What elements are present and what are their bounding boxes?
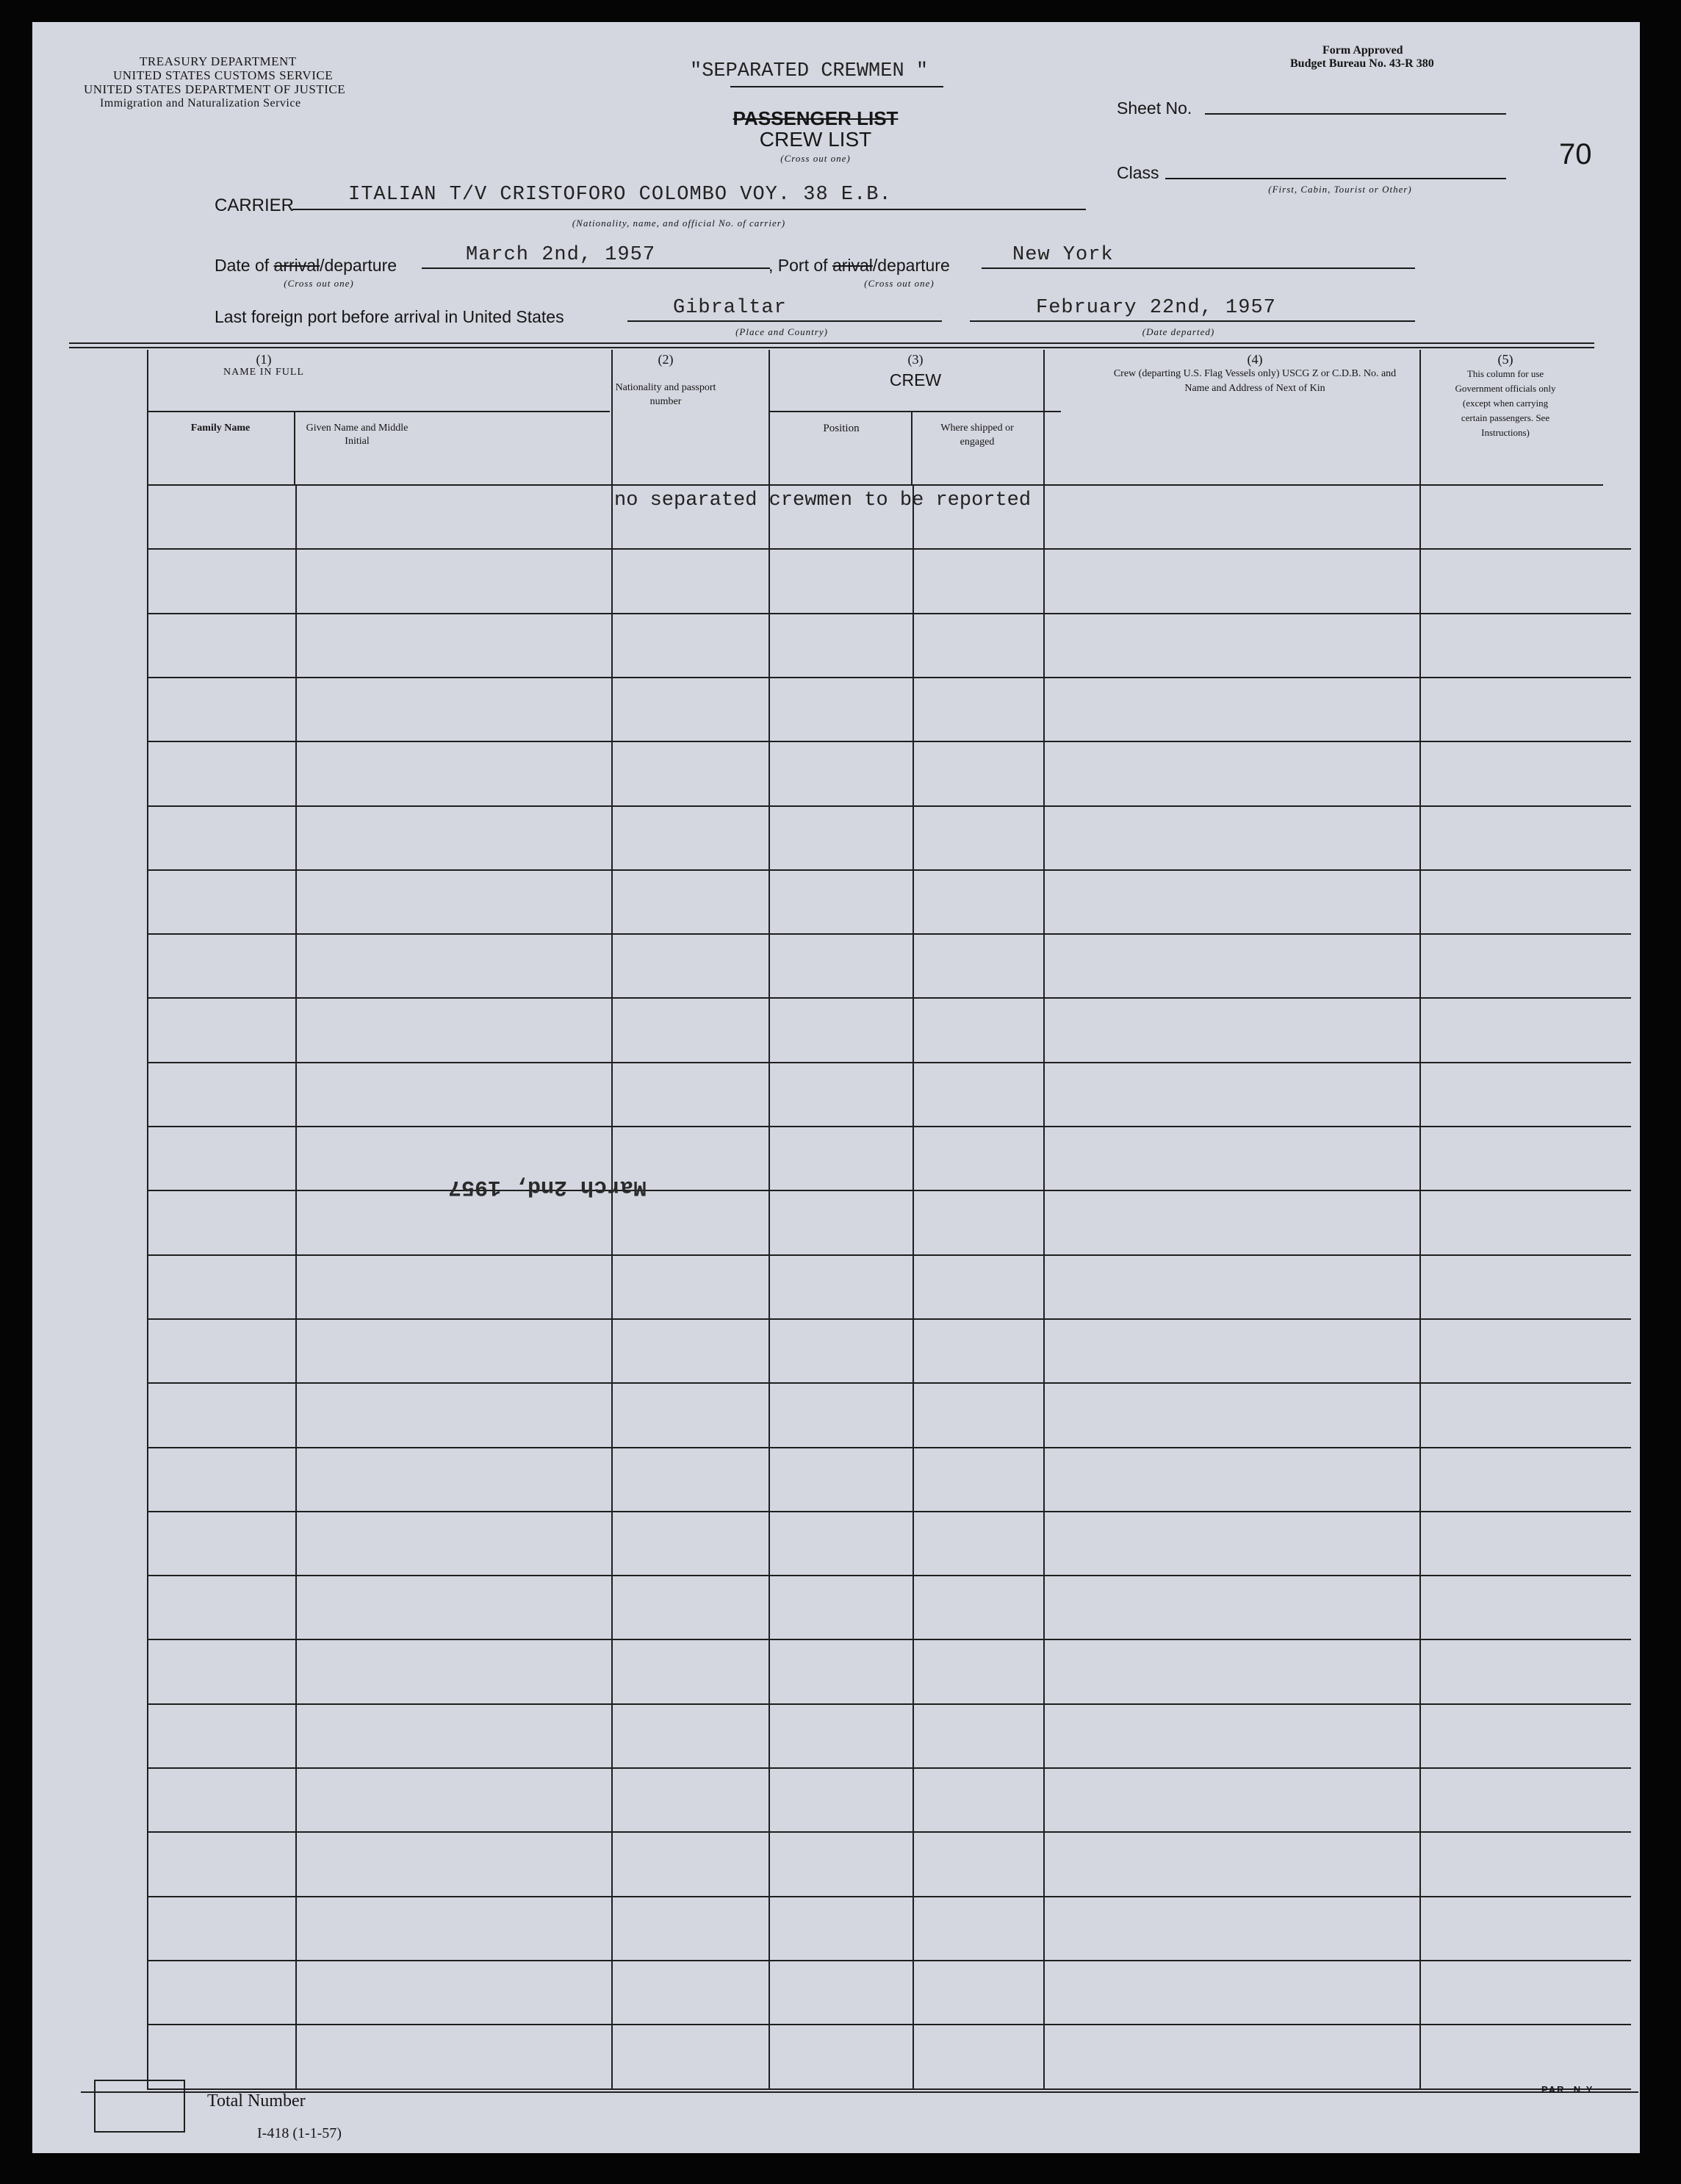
date-label [215, 256, 397, 276]
table-row-line [147, 484, 1603, 486]
table-row-line [147, 1639, 1631, 1640]
col3-header-divider [770, 411, 1061, 412]
customs-service: UNITED STATES CUSTOMS SERVICE [113, 68, 334, 82]
col2-header [614, 353, 717, 409]
sheet-no-label: Sheet No. [1117, 98, 1192, 118]
date-value: March 2nd, 1957 [466, 244, 656, 266]
last-port-label: Last foreign port before arrival in United States [215, 307, 564, 326]
table-row-line [147, 1831, 1631, 1833]
class-line [1165, 178, 1506, 179]
col1-family-header: Family Name [190, 423, 251, 434]
mirrored-date-stamp: March 2nd, 1957 [448, 1174, 647, 1199]
budget-bureau-line: Budget Bureau No. 43-R 380 [1290, 57, 1434, 70]
form-number: I-418 (1-1-57) [257, 2125, 342, 2141]
col1-given-header: Given Name and Middle Initial [306, 423, 408, 447]
crew-list-label: CREW LIST [759, 128, 872, 151]
table-row-line [147, 933, 1631, 935]
footer-rule [81, 2091, 1638, 2093]
col1-header-divider [147, 411, 610, 412]
date-line [422, 267, 770, 269]
date-label-struck: arrival [273, 256, 320, 275]
table-row-line [147, 997, 1631, 999]
col3-header [770, 353, 1061, 387]
sheet-no-line [1205, 113, 1506, 115]
col4-header [1068, 353, 1441, 396]
table-row-line [147, 1447, 1631, 1448]
table-left-line [147, 350, 148, 2090]
table-row-line [147, 869, 1631, 871]
last-port-value: Gibraltar [673, 297, 787, 319]
table-row-line [147, 1254, 1631, 1256]
date-label-prefix: Date of [215, 256, 274, 275]
table-row-line [147, 1511, 1631, 1512]
date-label-suffix: /departure [320, 256, 397, 275]
typed-heading: "SEPARATED CREWMEN " [690, 60, 929, 82]
table-row-line [147, 2024, 1631, 2025]
passenger-list-label: PASSENGER LIST [732, 107, 899, 129]
col5-header [1443, 353, 1568, 440]
col1-title: NAME IN FULL [223, 367, 304, 378]
form-approved-block [1290, 44, 1434, 71]
col3-number: (3) [907, 352, 924, 367]
total-number-label: Total Number [207, 2091, 306, 2111]
port-label-struck: arival [832, 256, 873, 275]
col1-number: (1) [256, 352, 272, 367]
last-port-line [627, 320, 942, 322]
ins-service: Immigration and Naturalization Service [100, 97, 301, 109]
port-label-suffix: /departure [872, 256, 950, 275]
col2-title: Nationality and passport number [615, 382, 716, 407]
port-value: New York [1012, 244, 1114, 266]
col1-sub-line [295, 484, 297, 2090]
col3-sub-line [913, 484, 914, 2090]
printer-mark: PAR. N.Y. [1541, 2084, 1597, 2095]
last-port-date-caption: (Date departed) [1142, 326, 1215, 337]
form-approved-line: Form Approved [1322, 44, 1403, 57]
port-caption: (Cross out one) [864, 278, 935, 289]
table-row-line [147, 1896, 1631, 1897]
no-crewmen-note: no separated crewmen to be reported [614, 489, 1032, 511]
typed-heading-underline [730, 86, 943, 87]
agency-header [73, 54, 346, 110]
table-row-line [147, 677, 1631, 678]
table-row-line [147, 1190, 1631, 1191]
col4-left-line [1043, 350, 1045, 2090]
table-row-line [147, 1703, 1631, 1705]
table-row-line [147, 2088, 1631, 2090]
last-port-date-line [970, 320, 1415, 322]
carrier-caption: (Nationality, name, and official No. of carrier) [572, 218, 786, 229]
table-row-line [147, 1382, 1631, 1384]
col2-number: (2) [658, 352, 674, 367]
table-row-line [147, 1767, 1631, 1769]
carrier-label: CARRIER [215, 195, 295, 215]
table-row-line [147, 805, 1631, 807]
table-row-line [147, 548, 1631, 550]
table-row-line [147, 1062, 1631, 1063]
table-row-line [147, 1318, 1631, 1320]
carrier-value: ITALIAN T/V CRISTOFORO COLOMBO VOY. 38 E.B. [348, 184, 892, 206]
treasury-dept: TREASURY DEPARTMENT [140, 54, 297, 68]
port-line [982, 267, 1415, 269]
table-top-rule-1 [69, 342, 1594, 344]
col3-where-header: Where shipped or engaged [940, 423, 1014, 448]
port-label [768, 256, 950, 276]
col5-number: (5) [1497, 352, 1513, 367]
col3-sub-divider-header [911, 411, 913, 484]
col5-left-line [1419, 350, 1421, 2090]
col4-title: Crew (departing U.S. Flag Vessels only) USCG Z or C.D.B. No. and Name and Address of Next of Kin [1113, 368, 1397, 394]
table-row-line [147, 1575, 1631, 1576]
table-top-rule-2 [69, 347, 1594, 348]
col3-position-header: Position [823, 423, 860, 434]
date-caption: (Cross out one) [284, 278, 354, 289]
page-number: 70 [1559, 138, 1592, 170]
col4-number: (4) [1247, 352, 1263, 367]
title-cross-out-caption: (Cross out one) [780, 153, 851, 164]
last-port-caption: (Place and Country) [735, 326, 828, 337]
table-row-line [147, 1126, 1631, 1127]
crew-list-form [32, 22, 1640, 2153]
class-caption: (First, Cabin, Tourist or Other) [1268, 184, 1412, 195]
last-port-date-value: February 22nd, 1957 [1036, 297, 1276, 319]
table-row-line [147, 741, 1631, 742]
col1-header [148, 353, 379, 379]
col1-sub-divider-header [294, 411, 295, 484]
port-label-prefix: , Port of [768, 256, 832, 275]
col2-left-line [611, 350, 613, 2090]
table-row-line [147, 1960, 1631, 1961]
col3-left-line [768, 350, 770, 2090]
total-number-box [94, 2080, 185, 2133]
class-label: Class [1117, 163, 1159, 182]
col5-title: This column for use Government officials only (except when carrying certain passengers. See Instructions) [1455, 368, 1556, 438]
col3-title: CREW [889, 370, 942, 389]
justice-dept: UNITED STATES DEPARTMENT OF JUSTICE [84, 82, 346, 96]
table-row-line [147, 613, 1631, 614]
carrier-line [292, 209, 1086, 210]
